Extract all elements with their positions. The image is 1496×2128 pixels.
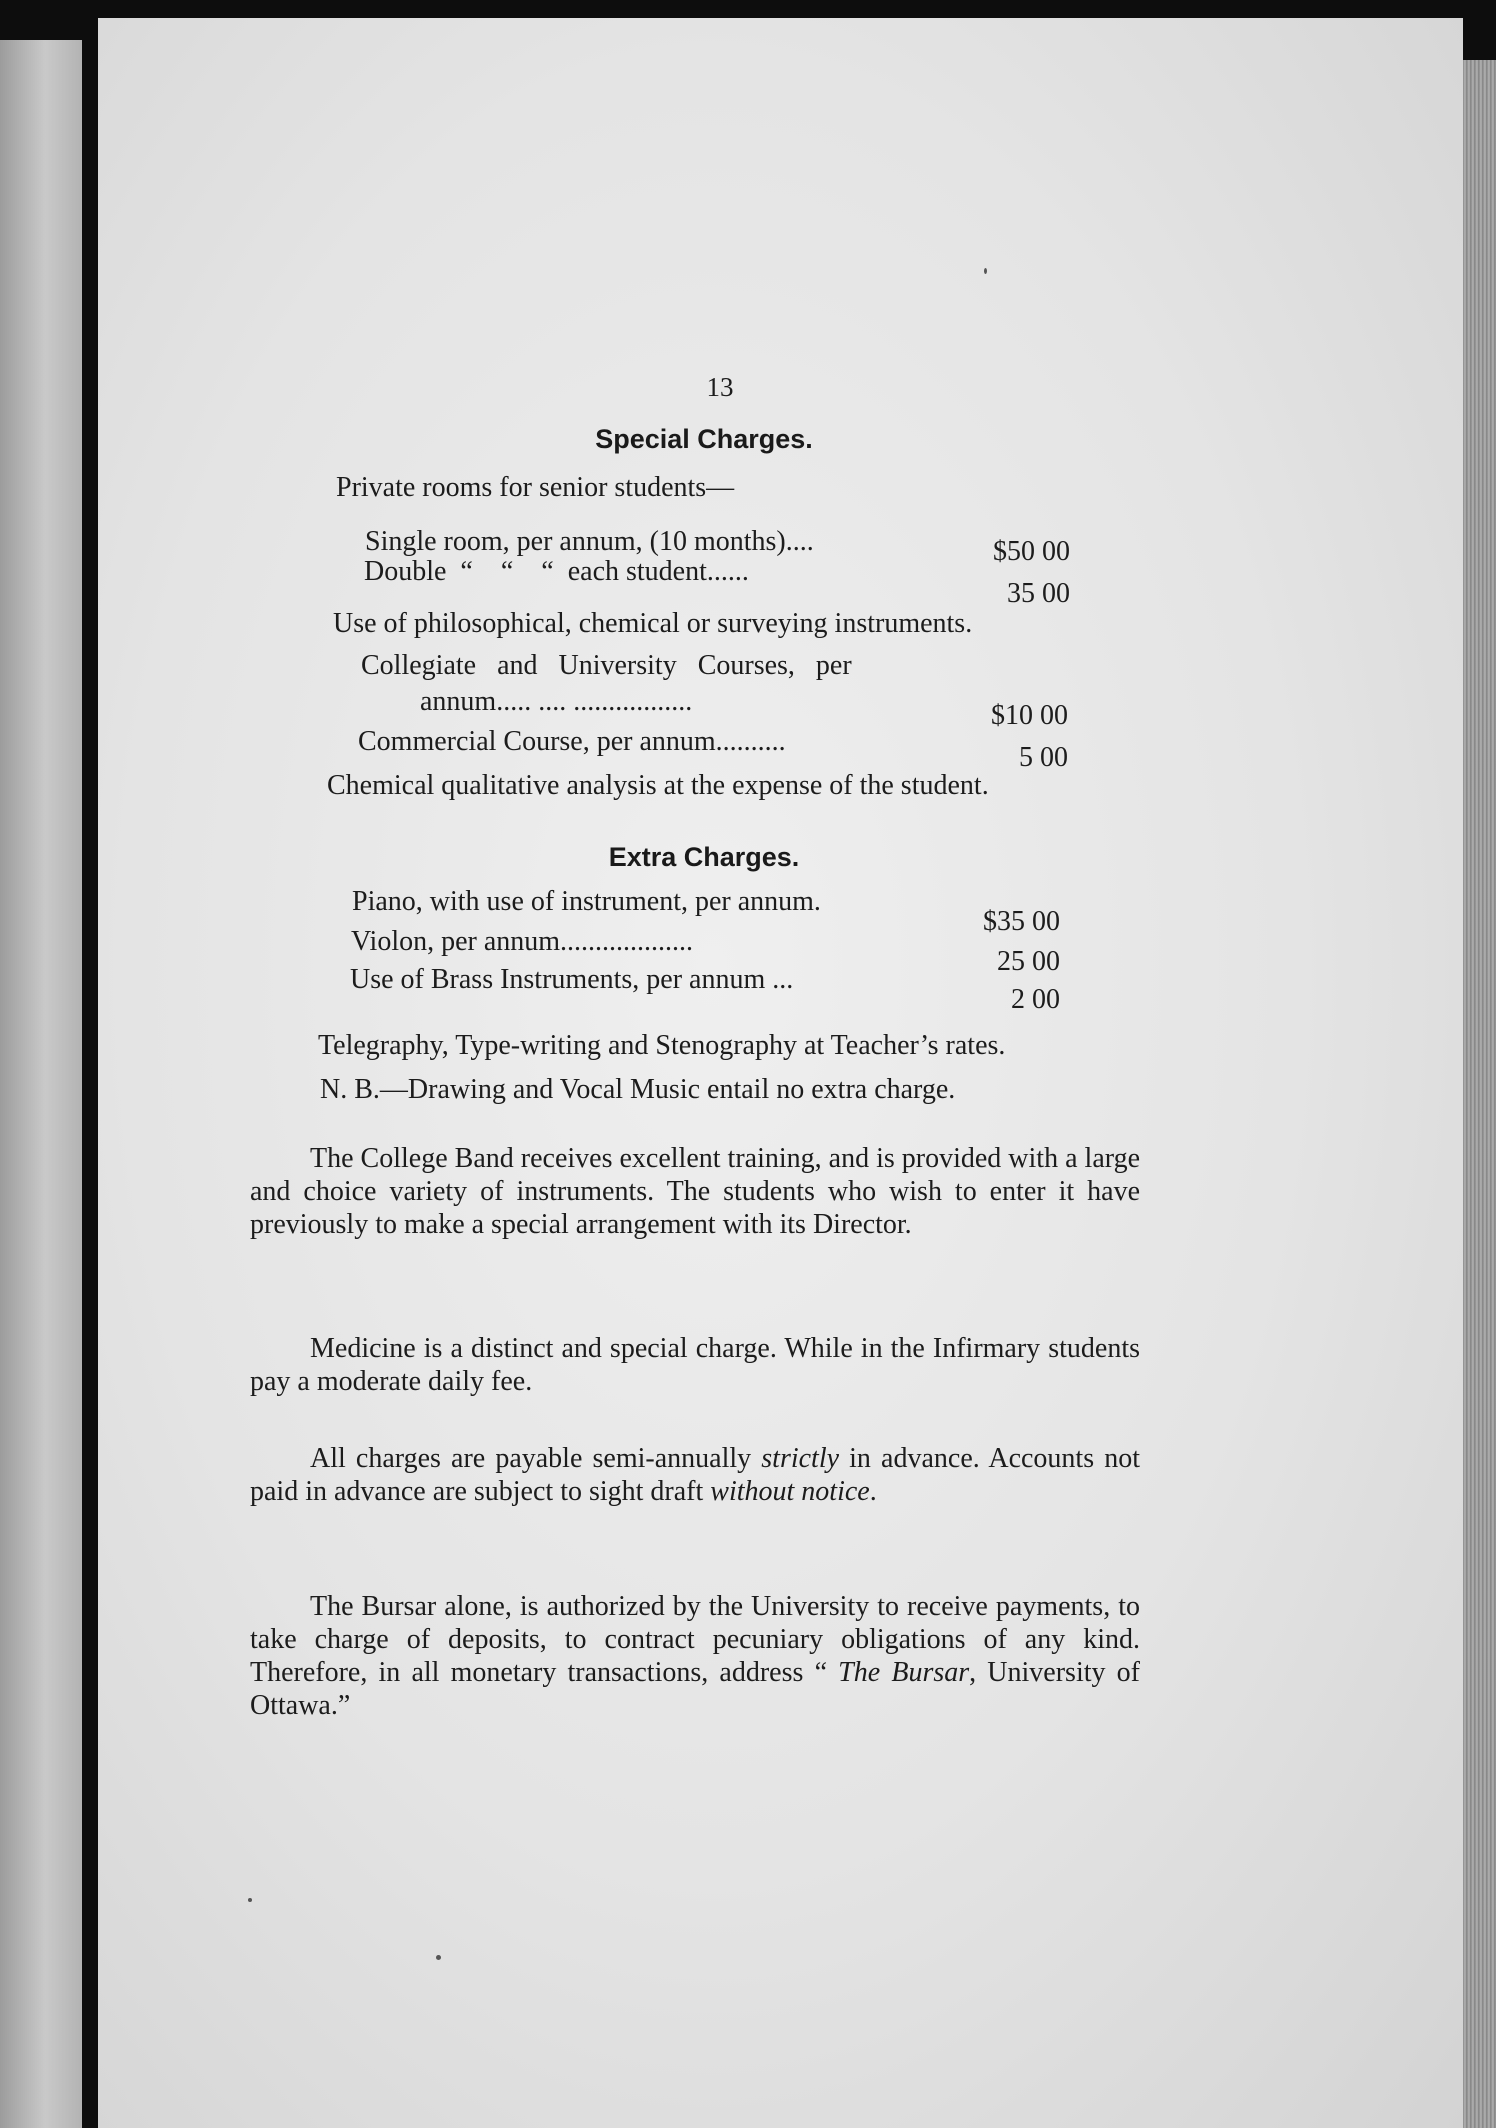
scan-speck — [248, 1898, 252, 1902]
strictly-emphasis: strictly — [761, 1443, 840, 1474]
medicine-text: Medicine is a distinct and special charge. While in the Infirmary students pay a moderate daily fee. — [250, 1333, 1140, 1397]
page-number: 13 — [706, 372, 734, 402]
brass-label: Use of Brass Instruments, per annum ... — [350, 964, 794, 995]
scan-speck — [984, 268, 987, 274]
commercial-label: Commercial Course, per annum.......... — [358, 726, 786, 757]
page-stack-edges — [1463, 60, 1496, 2128]
piano-amount: $35 00 — [983, 906, 1060, 937]
extra-charges-heading: Extra Charges. — [608, 842, 800, 872]
college-band-text: The College Band receives excellent training, and is provided with a large and choice variety of instruments. The students who wish to enter it have previously to make a special arrangement with its Director. — [250, 1143, 1140, 1240]
double-room-label: Double “ “ “ each student...... — [364, 556, 749, 587]
special-charges-heading: Special Charges. — [595, 424, 813, 454]
piano-label: Piano, with use of instrument, per annum. — [352, 886, 821, 917]
payment-terms-paragraph — [250, 1442, 1140, 1508]
payment-terms-text-1: All charges are payable semi-annually — [310, 1443, 762, 1474]
instruments-label: Use of philosophical, chemical or surveying instruments. — [333, 608, 973, 639]
collegiate-line-1: Collegiate and University Courses, per — [361, 650, 852, 681]
nb-note: N. B.—Drawing and Vocal Music entail no extra charge. — [320, 1074, 956, 1105]
the-bursar-emphasis: The Bursar — [838, 1657, 970, 1688]
college-band-paragraph — [250, 1142, 1140, 1241]
previous-page-edge — [0, 40, 82, 2128]
violon-amount: 25 00 — [997, 946, 1060, 977]
book-page — [98, 18, 1463, 2128]
single-room-amount: $50 00 — [993, 536, 1070, 567]
violon-label: Violon, per annum................... — [351, 926, 694, 957]
bursar-text-2: , University of Ottawa.” — [250, 1657, 1141, 1721]
chemical-analysis-note: Chemical qualitative analysis at the expense of the student. — [327, 770, 989, 801]
collegiate-line-2: annum..... .... ................. — [420, 686, 693, 717]
collegiate-amount: $10 00 — [991, 700, 1068, 731]
private-rooms-label: Private rooms for senior students— — [336, 472, 735, 503]
payment-terms-text-2: in advance. Accounts not paid in advance are subject to sight draft — [250, 1443, 1141, 1507]
payment-terms-text-3: . — [869, 1476, 877, 1507]
medicine-paragraph — [250, 1332, 1140, 1398]
commercial-amount: 5 00 — [1019, 742, 1068, 773]
brass-amount: 2 00 — [1011, 984, 1060, 1015]
scan-speck — [436, 1955, 441, 1960]
double-room-amount: 35 00 — [1007, 578, 1070, 609]
without-notice-emphasis: without notice — [710, 1476, 870, 1507]
telegraphy-note: Telegraphy, Type-writing and Stenography at Teacher’s rates. — [318, 1030, 1006, 1061]
bursar-text-1: The Bursar alone, is authorized by the University to receive payments, to take charge of deposits, to contract pecuniary obligations of any kind. Therefore, in all monetary transactions, address “ — [250, 1591, 1140, 1688]
single-room-label: Single room, per annum, (10 months).... — [365, 526, 814, 557]
bursar-paragraph — [250, 1590, 1140, 1722]
